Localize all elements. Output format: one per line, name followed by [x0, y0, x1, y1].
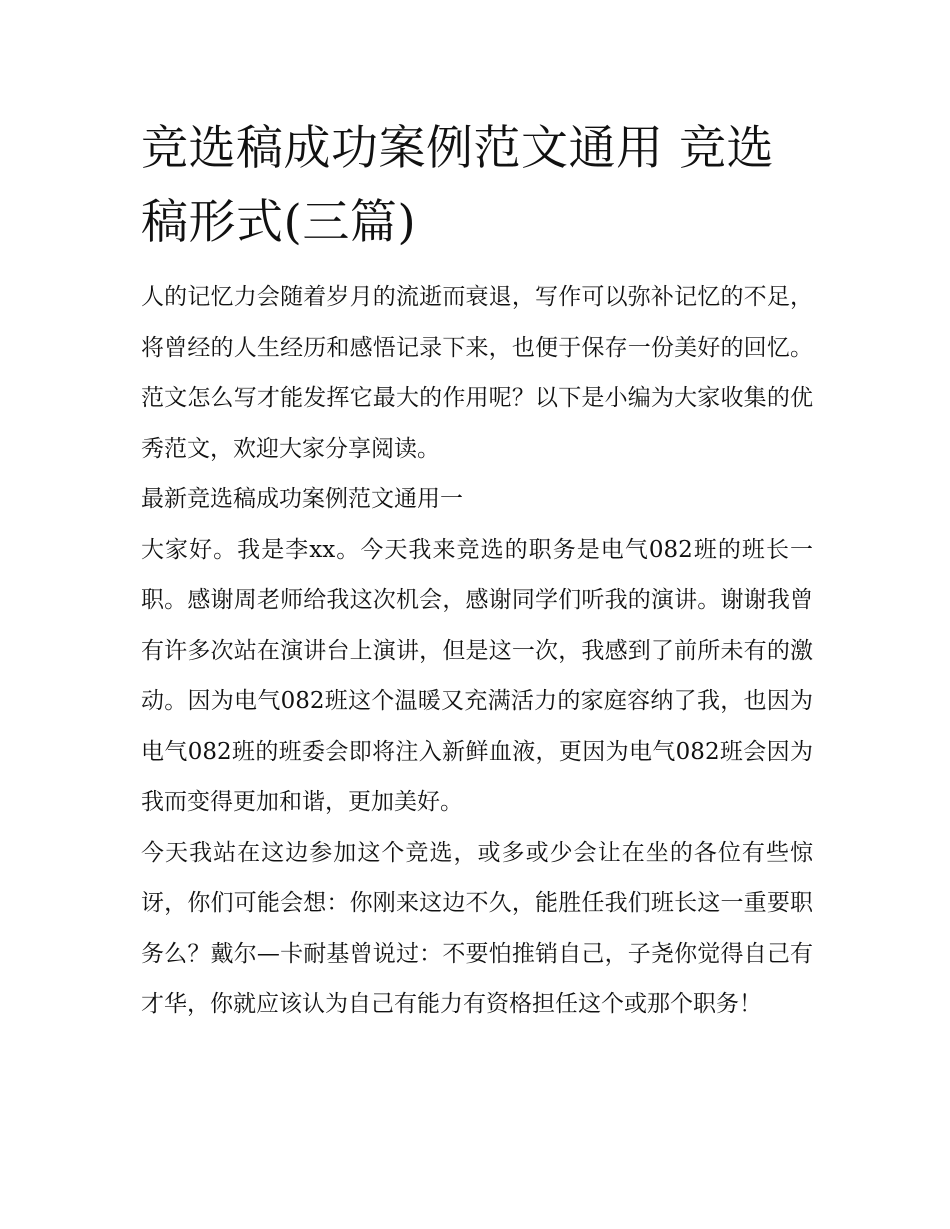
document-title: 竞选稿成功案例范文通用 竞选稿形式(三篇): [141, 121, 774, 250]
speech-paragraph: 大家好。我是李xx。今天我来竞选的职务是电气082班的班长一职。感谢周老师给我这次机会，感谢同学们听我的演讲。谢谢我曾有许多次站在演讲台上演讲，但是这一次，我感到了前所未有的激动。因为电气082班这个温暖又充满活力的家庭容纳了我，也因为电气082班的班委会即将注入新鲜血液，更因为电气082班会因为我而变得更加和谐，更加美好。: [141, 536, 813, 815]
intro-paragraph: 人的记忆力会随着岁月的流逝而衰退，写作可以弥补记忆的不足，将曾经的人生经历和感悟记录下来，也便于保存一份美好的回忆。范文怎么写才能发挥它最大的作用呢？以下是小编为大家收集的优秀范文，欢迎大家分享阅读。: [141, 284, 813, 462]
section-heading: 最新竞选稿成功案例范文通用一: [141, 486, 463, 512]
speech-paragraph: 今天我站在这边参加这个竞选，或多或少会让在坐的各位有些惊讶，你们可能会想：你刚来这边不久，能胜任我们班长这一重要职务么？戴尔—卡耐基曾说过：不要怕推销自己，子尧你觉得自己有才华，你就应该认为自己有能力有资格担任这个或那个职务！: [141, 839, 813, 1017]
document-content: [141, 112, 813, 1030]
